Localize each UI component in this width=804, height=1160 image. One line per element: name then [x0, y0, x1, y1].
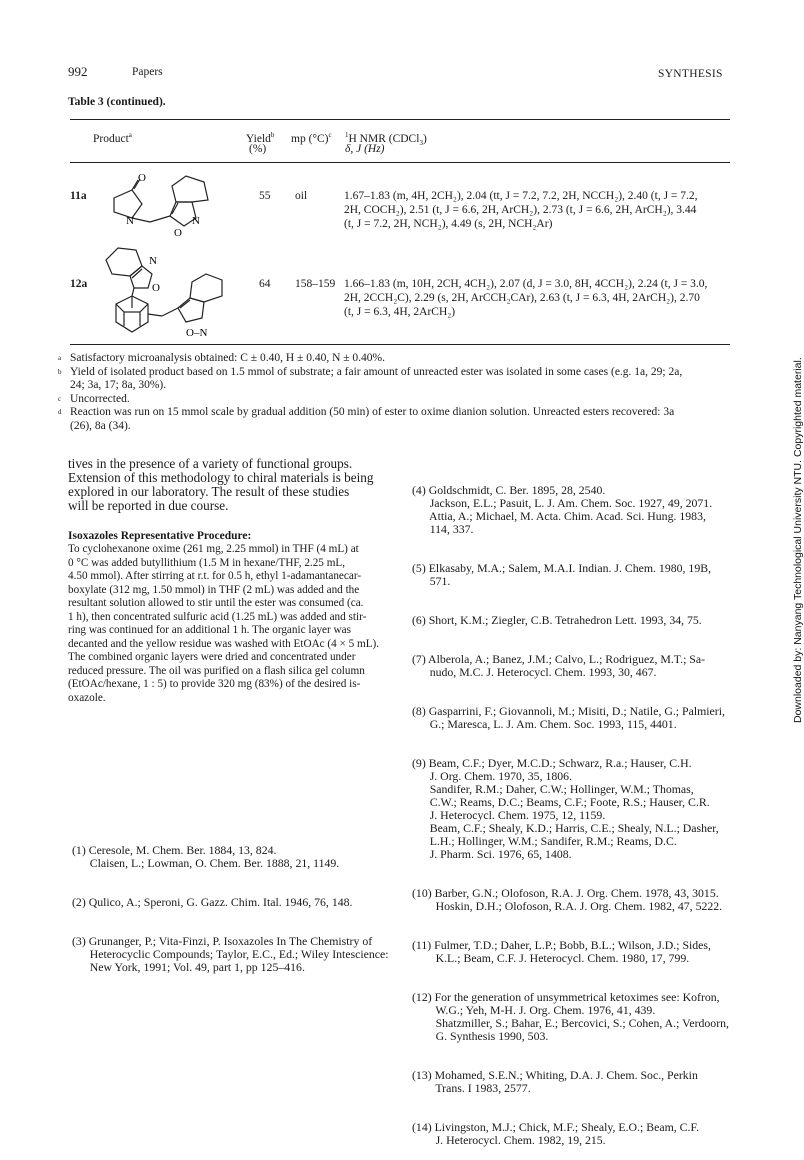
- nmr-12a-line1: 1.66–1.83 (m, 10H, 2CH, 4CH₂), 2.07 (d, J = 3.0, 8H, 4CCH₂), 2.24 (t, J = 3.0,: [344, 278, 708, 290]
- page-number: 992: [68, 64, 88, 79]
- ref-5: (5) Elkasaby, M.A.; Salem, M.A.I. Indian. J. Chem. 1980, 19B, 571.: [412, 561, 712, 588]
- journal-name: SYNTHESIS: [658, 68, 723, 80]
- structure-11a: [92, 172, 242, 242]
- ref-7: (7) Alberola, A.; Banez, J.M.; Calvo, L.; Rodriguez, M.T.; Sa- nudo, M.C. J. Heterocycl. Chem. 1993, 30, 467.: [412, 652, 706, 679]
- footnote-c: c Uncorrected.: [58, 392, 130, 405]
- ref-10: (10) Barber, G.N.; Olofoson, R.A. J. Org. Chem. 1978, 43, 3015. Hoskin, D.H.; Olofoson, R.A. J. Org. Chem. 1982, 47, 5222.: [412, 886, 723, 913]
- upper-o-label: O: [152, 282, 160, 294]
- table-caption: Table 3 (continued).: [68, 96, 166, 108]
- procedure-text: To cyclohexanone oxime (261 mg, 2.25 mmol) in THF (4 mL) at 0 °C was added butyllithium (1.5 M in hexane/THF, 2.25 mL, 4.50 mmol). After stirring at r.t. for 0.5 h, ethyl 1-adamantanecar- boxylate (312 mg, 1.50 mmol) in THF (2 mL) was added and the resultant solution allowed to stir until the ester was consumed (ca. 1 h), then concentrated sulfuric acid (1.25 mL) was added and stir- ring was continued for an additional 1 h. The organic layer was decanted and the yellow residue was washed with EtOAc (4 × 5 mL). The combined organic layers were dried and concentrated under reduced pressure. The oil was purified on a flash silica gel column (EtOAc/hexane, 1 : 5) to provide 320 mg (83%) of the desired is- oxazole.: [68, 543, 380, 704]
- section-name: Papers: [132, 66, 163, 78]
- download-watermark: Downloaded by: Nanyang Technological University NTU. Copyrighted material.: [792, 357, 804, 723]
- compound-id-11a: 11a: [70, 190, 87, 202]
- amide-n-label: N: [126, 215, 134, 227]
- upper-n-label: N: [149, 255, 157, 267]
- ref-14: (14) Livingston, M.J.; Chick, M.F.; Shealy, E.O.; Beam, C.F. J. Heterocycl. Chem. 1982, 19, 215.: [412, 1120, 700, 1147]
- mp-11a: oil: [295, 190, 308, 202]
- ref-3: (3) Grunanger, P.; Vita-Finzi, P. Isoxazoles In The Chemistry of Heterocyclic Compounds; Taylor, E.C., Ed.; Wiley Intescience: New York, 1991; Vol. 49, part 1, pp 125–416.: [72, 934, 389, 974]
- footnote-b: b Yield of isolated product based on 1.5 mmol of substrate; a fair amount of unreacted ester was isolated in some cases (e.g. 1a, 29; 2a, 24; 3a, 17; 8a, 30%).: [58, 365, 683, 391]
- ref-8: (8) Gasparrini, F.; Giovannoli, M.; Misiti, D.; Natile, G.; Palmieri, G.; Maresca, L. J. Am. Chem. Soc. 1993, 115, 4401.: [412, 704, 725, 731]
- references-right: [412, 458, 734, 1160]
- nmr-11a-line2: 2H, COCH₂), 2.51 (t, J = 6.6, 2H, ArCH₂), 2.73 (t, J = 6.6, 2H, ArCH₂), 3.44: [344, 204, 697, 216]
- col-yield-header: Yield$^b$: [246, 131, 275, 145]
- ref-9: (9) Beam, C.F.; Dyer, M.C.D.; Schwarz, R.a.; Hauser, C.H. J. Org. Chem. 1970, 35, 1806. Sandifer, R.M.; Daher, C.W.; Hollinger, W.M.; Thomas, C.W.; Reams, D.C.; Beams, C.F.; Foote, R.S.; Hauser, C.R. J. Heterocycl. Chem. 1975, 12, 1159. Beam, C.F.; Shealy, K.D.; Harris, C.E.; Shealy, N.L.; Dasher, L.H.; Hollinger, W.M.; Sandifer, R.M.; Reams, D.C. J. Pharm. Sci. 1976, 65, 1408.: [412, 756, 719, 861]
- col-product-header: Product$^a$: [93, 131, 132, 145]
- ref-1: (1) Ceresole, M. Chem. Ber. 1884, 13, 824. Claisen, L.; Lowman, O. Chem. Ber. 1888, 21, 1149.: [72, 843, 340, 870]
- ref-12: (12) For the generation of unsymmetrical ketoximes see: Kofron, W.G.; Yeh, M-H. J. Org. Chem. 1976, 41, 439. Shatzmiller, S.; Bahar, E.; Bercovici, S.; Cohen, A.; Verdoorn, G. Synthesis 1990, 503.: [412, 990, 729, 1043]
- table-footnotes: [58, 352, 738, 433]
- footnote-d: d Reaction was run on 15 mmol scale by gradual addition (50 min) of ester to oxime dianion solution. Unreacted esters recovered: 3a (26), 8a (34).: [58, 406, 675, 432]
- references-left: [72, 818, 404, 987]
- ref-6: (6) Short, K.M.; Ziegler, C.B. Tetrahedron Lett. 1993, 34, 75.: [412, 613, 702, 627]
- table-bottom-rule: [70, 344, 730, 345]
- procedure-heading: Isoxazoles Representative Procedure:: [68, 530, 252, 542]
- table-header-rule: [70, 162, 730, 163]
- col-mp-header: mp $(^\circ C)^c$: [291, 131, 332, 145]
- col-nmr-header: $^1$H NMR (CDCl$_3$): [345, 131, 427, 148]
- nmr-11a-line3: (t, J = 7.2, 2H, NCH₂), 4.49 (s, 2H, NCH₂Ar): [344, 218, 553, 230]
- nmr-12a-line2: 2H, 2CCH₂C), 2.29 (s, 2H, ArCCH₂CAr), 2.63 (t, J = 6.3, 4H, 2ArCH₂), 2.70: [344, 292, 700, 304]
- compound-id-12a: 12a: [70, 278, 88, 290]
- footnote-a: a Satisfactory microanalysis obtained: C ± 0.40, H ± 0.40, N ± 0.40%.: [58, 352, 386, 364]
- table-top-rule: [70, 119, 730, 120]
- yield-11a: 55: [259, 190, 271, 202]
- yield-12a: 64: [259, 278, 271, 290]
- isoxazole-o-label: O: [174, 227, 182, 239]
- ref-13: (13) Mohamed, S.E.N.; Whiting, D.A. J. Chem. Soc., Perkin Trans. I 1983, 2577.: [412, 1068, 698, 1095]
- col-nmr-unit: δ, J (Hz): [345, 143, 385, 155]
- mp-12a: 158–159: [295, 278, 336, 290]
- col-yield-unit: (%): [249, 143, 267, 155]
- nmr-11a-line1: 1.67–1.83 (m, 4H, 2CH₂), 2.04 (tt, J = 7.2, 7.2, 2H, NCCH₂), 2.40 (t, J = 7.2,: [344, 190, 698, 202]
- lower-o-n-label: O–N: [186, 327, 208, 339]
- structure-12a: [90, 240, 250, 345]
- intro-paragraph: tives in the presence of a variety of functional groups. Extension of this methodology to chiral materials is being explored in our laboratory. The result of these studies will be reported in due course.: [68, 456, 374, 513]
- carbonyl-o-label: O: [138, 172, 146, 184]
- isoxazole-n-label: N: [192, 215, 200, 227]
- nmr-12a-line3: (t, J = 6.3, 4H, 2ArCH₂): [344, 306, 456, 318]
- ref-4: (4) Goldschmidt, C. Ber. 1895, 28, 2540. Jackson, E.L.; Pasuit, L. J. Am. Chem. Soc. 1927, 49, 2071. Attia, A.; Michael, M. Acta. Chim. Acad. Sci. Hung. 1983, 114, 337.: [412, 483, 713, 536]
- ref-11: (11) Fulmer, T.D.; Daher, L.P.; Bobb, B.L.; Wilson, J.D.; Sides, K.L.; Beam, C.F. J. Heterocycl. Chem. 1980, 17, 799.: [412, 938, 711, 965]
- ref-2: (2) Qulico, A.; Speroni, G. Gazz. Chim. Ital. 1946, 76, 148.: [72, 895, 353, 909]
